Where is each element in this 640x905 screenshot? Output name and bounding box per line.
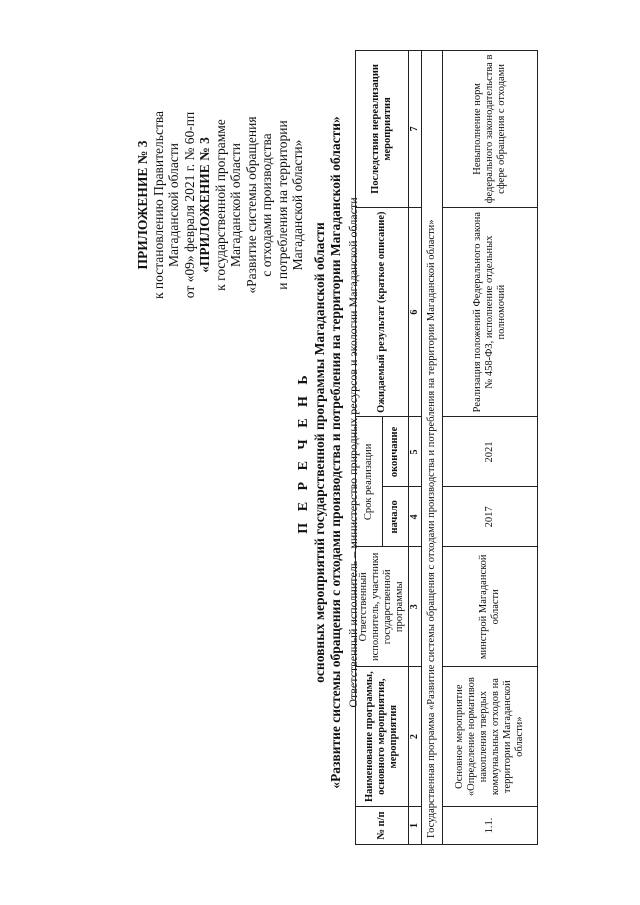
appendix-line: «Развитие системы обращения [243,116,259,294]
column-index: 2 [409,667,422,807]
header-result: Ожидаемый результат (краткое описание) [356,207,409,417]
appendix-line: к постановлению Правительства [150,110,166,300]
header-responsible: Ответственный исполнитель, участники государственной программы [356,547,409,667]
appendix-line: с отходами производства [259,133,274,277]
responsible-executor: Ответственный исполнитель – министерство природных ресурсов и экологии Магаданской области [346,197,360,708]
appendix-line: от «09» февраля 2021 г. № 60-пп [181,111,197,299]
row-name: Основное мероприятие «Определение нормативов накопления твердых коммунальных отходов на территории Магаданской области» [443,667,538,807]
document-subtitle: «Развитие системы обращения с отходами производства и потребления на территории Магаданской области» [327,116,343,789]
header-period: Срок реализации [356,417,383,547]
measures-table [355,50,538,845]
header-start: начало [382,487,409,547]
header-num: № п/п [356,807,409,845]
appendix-line: и потребления на территории [274,120,290,290]
appendix-header [135,75,306,335]
column-index-row [409,51,422,845]
column-index: 7 [409,51,422,208]
table-row [443,51,538,845]
row-responsible: минстрой Магаданской области [443,547,538,667]
table-header-row [356,51,383,845]
document-title: П Е Р Е Ч Е Н Ь [296,371,311,534]
header-end: окончание [382,417,409,487]
program-name: Государственная программа «Развитие системы обращения с отходами производства и потребления на территории Магаданской области» [422,51,443,845]
column-index: 1 [409,807,422,845]
appendix-line: к государственной программе [212,119,228,291]
row-end: 2021 [443,417,538,487]
row-consequences: Невыполнение норм федерального законодательства в сфере обращения с отходами [443,51,538,208]
row-result: Реализация положений Федерального закона № 458-ФЗ, исполнение отдельных полномочий [443,207,538,417]
row-num: 1.1. [443,807,538,845]
appendix-title: ПРИЛОЖЕНИЕ № 3 [135,140,150,270]
header-name: Наименование программы, основного мероприятия, мероприятия [356,667,409,807]
header-consequences: Последствия нереализации мероприятия [356,51,409,208]
document-heading [296,60,361,845]
appendix-line: Магаданской области» [290,139,305,271]
column-index: 5 [409,417,422,487]
column-index: 4 [409,487,422,547]
appendix-subtitle: «ПРИЛОЖЕНИЕ № 3 [197,137,212,273]
document-subtitle: основных мероприятий государственной программы Магаданской области [312,222,327,683]
column-index: 6 [409,207,422,417]
appendix-line: Магаданской области [166,143,181,267]
row-start: 2017 [443,487,538,547]
appendix-line: Магаданской области [228,143,243,267]
program-row [422,51,443,845]
column-index: 3 [409,547,422,667]
